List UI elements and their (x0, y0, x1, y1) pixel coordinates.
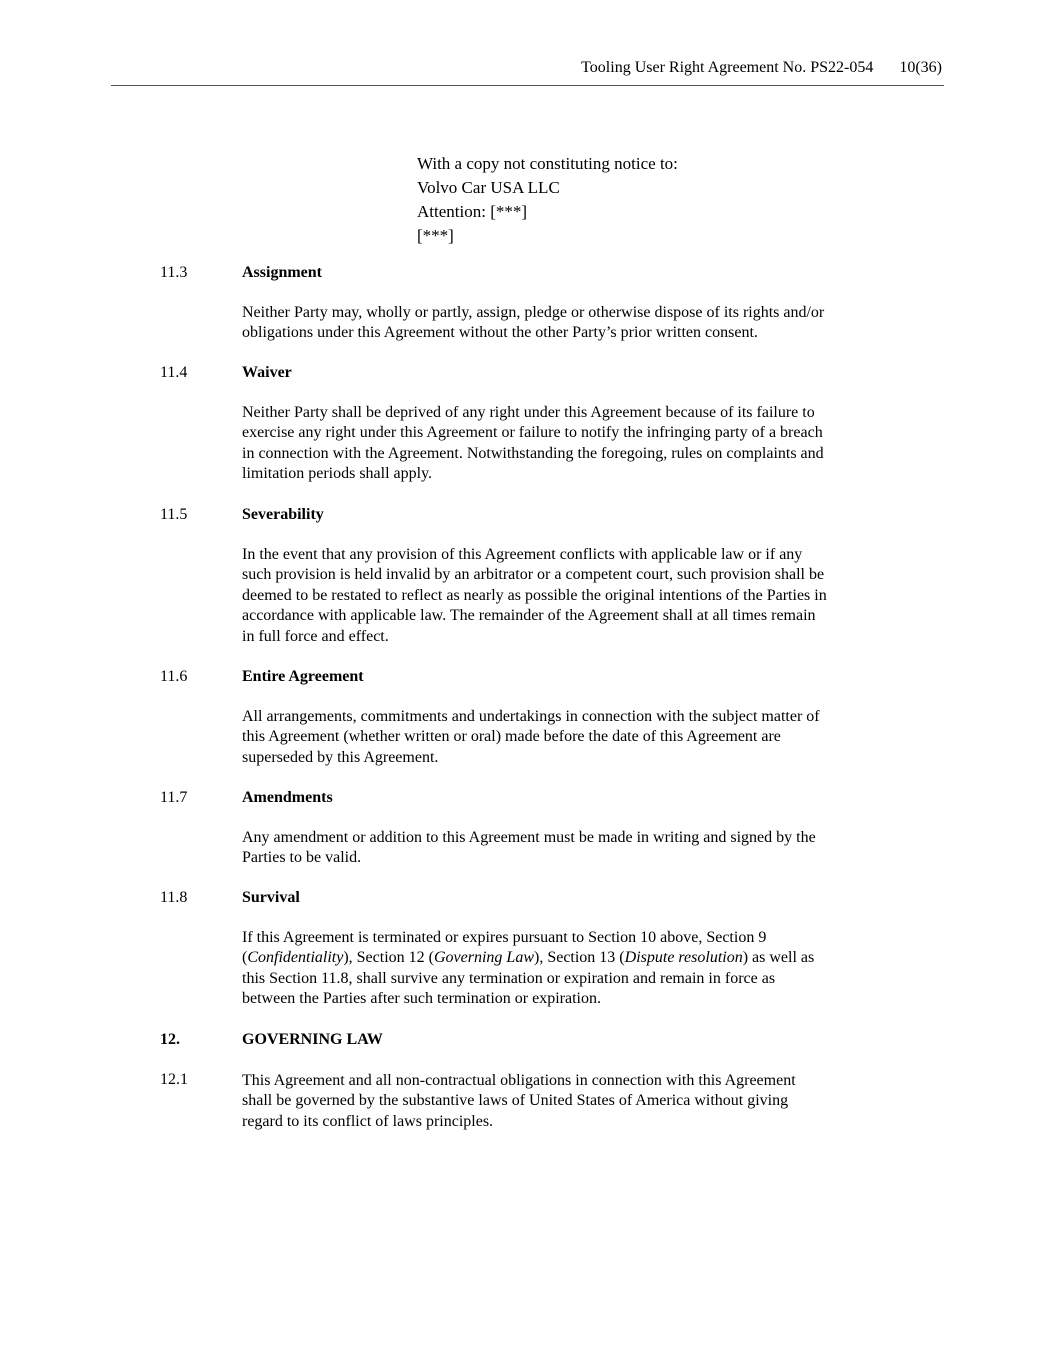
body-line: Neither Party shall be deprived of any right under this Agreement because of its failure to (242, 404, 815, 421)
section-number: 11.8 (160, 889, 188, 906)
body-line: If this Agreement is terminated or expires pursuant to Section 10 above, Section 9 (242, 929, 767, 946)
section-number: 11.5 (160, 506, 188, 523)
section-body (242, 928, 902, 1010)
body-line: accordance with applicable law. The remainder of the Agreement shall at all times remain (242, 607, 816, 625)
section-body (242, 545, 902, 647)
section-number: 11.6 (160, 668, 188, 685)
body-line (242, 948, 902, 968)
section-number: 11.7 (160, 789, 188, 806)
body-line: shall be governed by the substantive laws of United States of America without giving (242, 1092, 789, 1110)
body-line: regard to its conflict of laws principles. (242, 1112, 494, 1130)
body-line: deemed to be restated to reflect as nearly as possible the original intentions of the Parties in (242, 586, 827, 604)
text-fragment: ( (242, 949, 248, 967)
body-line: superseded by this Agreement. (242, 748, 439, 766)
section-heading: Amendments (242, 789, 333, 806)
section-heading: Entire Agreement (242, 668, 364, 685)
section-heading: GOVERNING LAW (242, 1031, 383, 1048)
body-line: limitation periods shall apply. (242, 465, 433, 483)
section-number: 12.1 (160, 1071, 188, 1088)
text-fragment: ), Section 12 ( (343, 949, 434, 967)
section-number: 12. (160, 1031, 180, 1048)
body-line: in connection with the Agreement. Notwithstanding the foregoing, rules on complaints and (242, 444, 824, 462)
text-fragment: ), Section 13 ( (533, 949, 625, 967)
body-line: All arrangements, commitments and undertakings in connection with the subject matter of (242, 708, 820, 725)
section-body (242, 1071, 902, 1132)
body-line: this Agreement (whether written or oral) made before the date of this Agreement are (242, 728, 781, 746)
italic-term: Confidentiality (247, 949, 344, 967)
italic-term: Dispute resolution (624, 949, 743, 967)
section-number: 11.3 (160, 264, 188, 281)
italic-term: Governing Law (433, 949, 534, 967)
section-body (242, 707, 902, 768)
document-title: Tooling User Right Agreement No. PS22-054 (581, 59, 874, 76)
notice-line: Volvo Car USA LLC (417, 178, 560, 197)
header-divider (111, 85, 944, 86)
notice-line: Attention: [***] (417, 202, 528, 221)
page-number: 10(36) (899, 59, 942, 76)
notice-line: [***] (417, 226, 454, 245)
body-line: in full force and effect. (242, 627, 389, 645)
section-body (242, 303, 902, 344)
body-line: Neither Party may, wholly or partly, assign, pledge or otherwise dispose of its rights and/or (242, 304, 825, 321)
notice-line: With a copy not constituting notice to: (417, 154, 678, 173)
section-heading: Survival (242, 889, 300, 906)
body-line: this Section 11.8, shall survive any termination or expiration and remain in force as (242, 969, 776, 987)
body-line: obligations under this Agreement without the other Party’s prior written consent. (242, 324, 758, 342)
section-heading: Severability (242, 506, 324, 523)
section-heading: Waiver (242, 364, 292, 381)
page-header (581, 59, 942, 77)
body-line: Any amendment or addition to this Agreement must be made in writing and signed by the (242, 829, 816, 846)
body-line: In the event that any provision of this Agreement conflicts with applicable law or if any (242, 546, 803, 563)
section-number: 11.4 (160, 364, 188, 381)
body-line: exercise any right under this Agreement or failure to notify the infringing party of a breach (242, 424, 823, 442)
body-line: Parties to be valid. (242, 849, 362, 867)
section-body (242, 403, 902, 485)
section-body (242, 828, 902, 869)
body-line: such provision is held invalid by an arbitrator or a competent court, such provision shall be (242, 566, 825, 584)
notice-block (417, 152, 678, 248)
section-heading: Assignment (242, 264, 323, 281)
body-line: between the Parties after such termination or expiration. (242, 990, 601, 1008)
text-fragment: ) as well as (742, 949, 815, 967)
body-line: This Agreement and all non-contractual obligations in connection with this Agreement (242, 1072, 796, 1089)
